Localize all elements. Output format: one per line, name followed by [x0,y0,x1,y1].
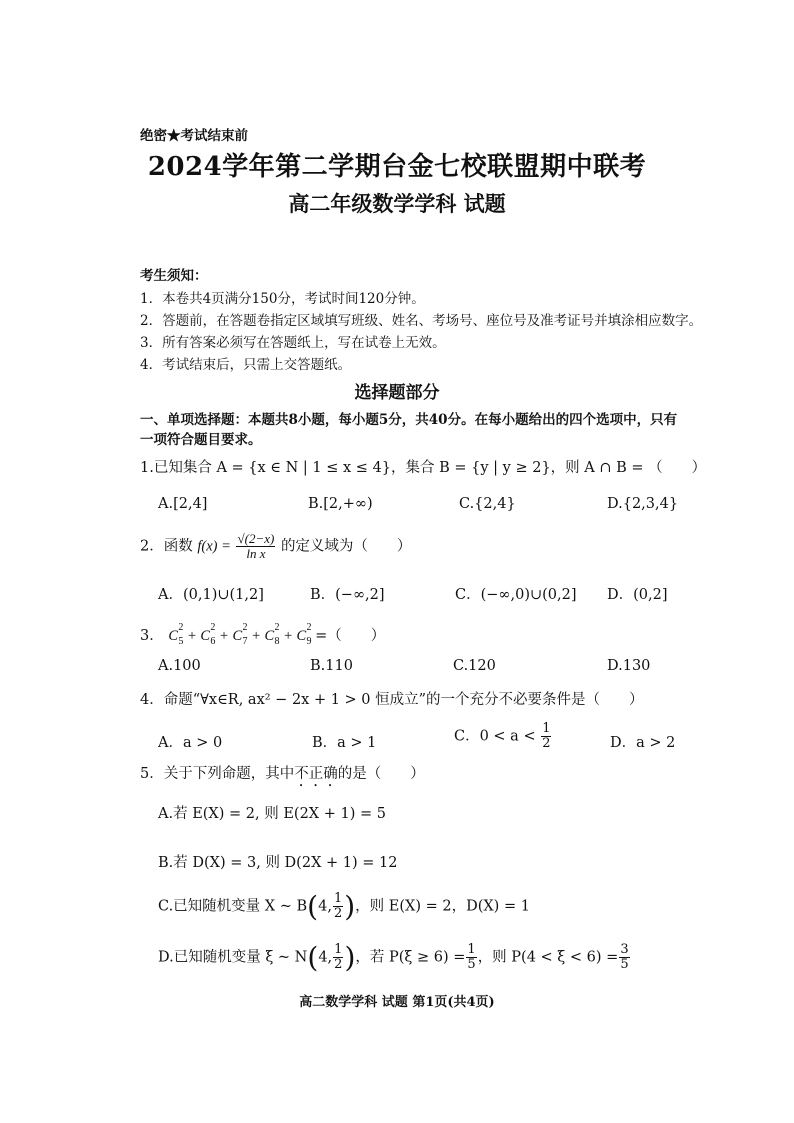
q3-option-a: A.100 [158,658,201,674]
q4-option-c-fraction [541,722,551,751]
notice-item: 4．考试结束后，只需上交答题纸。 [140,357,352,373]
q3-option-c: C.120 [453,658,496,674]
q3-prefix: 3． [140,628,164,644]
q5-c-num: 1 [333,891,343,906]
q5-c-fraction [333,892,343,921]
q5-d-then: ，则 P(4 < ξ < 6) = [477,949,619,966]
notice-item: 1．本卷共4页满分150分，考试时间120分钟。 [140,291,425,307]
q2-prefix: 2．函数 [140,538,193,555]
q2-option-b: B．(−∞,2] [310,587,385,603]
question-3 [140,624,385,645]
q5-d-mid: 4, [318,949,333,966]
q5-c-mid: 4, [318,898,332,915]
q5-option-b: B.若 D(X) = 3, 则 D(2X + 1) = 12 [158,855,398,871]
q5-d-fraction-1 [333,943,343,972]
q5-d-num-3: 3 [620,942,629,957]
question-1: 1.已知集合 A = {x ∈ N | 1 ≤ x ≤ 4}，集合 B = {y | y ≥ 2}，则 A ∩ B = （ ） [140,460,707,476]
section-title: 选择题部分 [354,383,440,403]
q5-d-fraction-2 [466,943,476,972]
q2-option-a: A．(0,1)∪(1,2] [158,587,264,603]
q3-option-d: D.130 [607,658,651,674]
q3-expression: C 2 5 + C 2 6 + C 2 7 + C 2 8 + C 2 9 [168,622,312,647]
q5-option-d: D.已知随机变量 ξ ~ N(4, $\frac{1}{2}$ )，若 P(ξ ≥ 6) = $\frac{1}{5}$ ，则 P(4 < ξ < 6) = $\frac{3}{5}$ [158,941,629,974]
q5-d-prefix: D.已知随机变量 ξ ~ N [158,949,308,966]
q5-d-num-2: 1 [467,942,476,957]
q4-frac-den: 2 [542,736,551,751]
page-footer: 高二数学学科 试题 第1页(共4页) [299,995,495,1010]
question-5 [140,762,425,790]
q5-option-a: A.若 E(X) = 2, 则 E(2X + 1) = 5 [158,806,386,822]
q1-option-d: D.{2,3,4} [607,496,679,512]
q4-option-d: D．a > 2 [610,735,676,751]
q4-option-a: A．a > 0 [158,735,223,751]
q5-c-suffix: ，则 E(X) = 2，D(X) = 1 [355,898,530,915]
q3-option-b: B.110 [310,658,353,674]
question-4: 4．命题“∀x∈R, ax² − 2x + 1 > 0 恒成立”的一个充分不必要条件是（ ） [140,692,644,708]
q2-numerator: √(2−x) [237,531,275,546]
part-one-heading: 一、单项选择题：本题共8小题，每小题5分，共40分。在每小题给出的四个选项中，只有一项符合题目要求。 [140,412,678,448]
q5-d-den-2: 5 [467,957,476,972]
q3-suffix: =（ ） [315,628,386,644]
q5-prefix: 5．关于下列命题，其中 [140,766,295,782]
q5-c-den: 2 [333,906,343,921]
q2-denominator: ln x [246,546,266,561]
q5-c-prefix: C.已知随机变量 X ~ B [158,898,308,915]
notice-heading: 考生须知： [140,268,208,284]
q2-option-c: C．(−∞,0)∪(0,2] [455,587,577,603]
secret-mark: 绝密★考试结束前 [140,128,248,144]
q5-emphasis: 不正确 [294,766,338,782]
q2-fraction [236,532,275,561]
notice-item: 2．答题前，在答题卷指定区域填写班级、姓名、考场号、座位号及准考证号并填涂相应数字。 [140,313,703,329]
q2-option-d: D．(0,2] [607,587,668,603]
q5-d-condition: ，若 P(ξ ≥ 6) = [355,949,466,966]
q1-option-c: C.{2,4} [459,496,516,512]
q1-option-b: B.[2,+∞) [308,496,373,512]
q5-d-den-1: 2 [334,957,343,972]
exam-title: 2024学年第二学期台金七校联盟期中联考 [147,152,647,182]
q4-option-c [454,722,552,751]
q1-option-a: A.[2,4] [158,496,208,512]
q4-option-c-text: C．0 < a < [454,728,536,745]
q5-option-c: C.已知随机变量 X ~ B(4, $\frac{1}{2}$ )，则 E(X) = 2，D(X) = 1 [158,890,530,923]
q2-function: f(x) = [197,538,231,555]
q5-d-den-3: 5 [620,957,629,972]
q5-d-num-1: 1 [334,942,343,957]
q2-suffix: 的定义域为（ ） [280,538,412,555]
q5-d-fraction-3 [619,943,629,972]
q4-frac-num: 1 [542,721,551,736]
q5-suffix: 的是（ ） [337,766,425,782]
exam-subtitle: 高二年级数学学科 试题 [288,191,506,216]
question-2 [140,532,411,561]
q4-option-b: B．a > 1 [312,735,377,751]
notice-item: 3．所有答案必须写在答题纸上，写在试卷上无效。 [140,335,446,351]
